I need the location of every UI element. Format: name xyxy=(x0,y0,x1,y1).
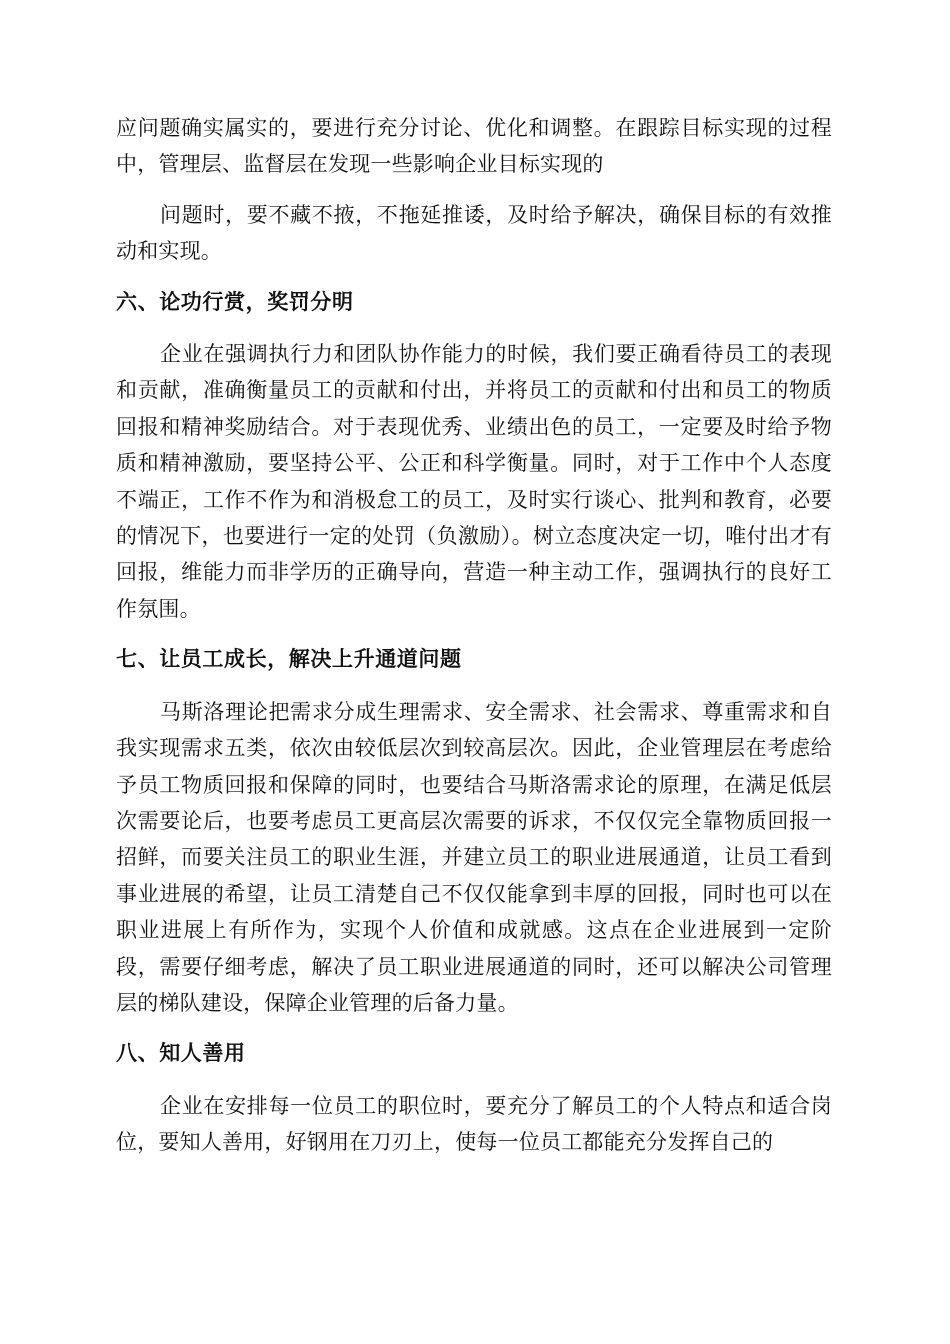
paragraph-gap xyxy=(116,1021,832,1035)
paragraph-problem-resolution: 问题时，要不藏不掖，不拖延推诿，及时给予解决，确保目标的有效推动和实现。 xyxy=(116,202,832,264)
paragraph-continuation: 应问题确实属实的，要进行充分讨论、优化和调整。在跟踪目标实现的过程中，管理层、监督层在发现一些影响企业目标实现的 xyxy=(116,116,832,177)
document-page xyxy=(116,110,832,1161)
section-heading-8: 八、知人善用 xyxy=(116,1041,246,1066)
section-heading-6: 六、论功行赏，奖罚分明 xyxy=(116,289,354,314)
paragraph-rewards: 企业在强调执行力和团队协作能力的时候，我们要正确看待员工的表现和贡献，准确衡量员工的贡献和付出，并将员工的贡献和付出和员工的物质回报和精神奖励结合。对于表现优秀、业绩出色的员工，一定要及时给予物质和精神激励，要坚持公平、公正和科学衡量。同时，对于工作中个人态度不端正，工作不作为和消极怠工的员工，及时实行谈心、批判和教育，必要的情况下，也要进行一定的处罚（负激励）。树立态度决定一切，唯付出才有回报，维能力而非学历的正确导向，营造一种主动工作，强调执行的良好工作氛围。 xyxy=(116,342,832,621)
paragraph-gap xyxy=(116,627,832,641)
paragraph-talent-placement: 企业在安排每一位员工的职位时，要充分了解员工的个人特点和适合岗位，要知人善用，好钢用在刀刃上，使每一位员工都能充分发挥自己的 xyxy=(116,1093,832,1155)
paragraph-gap xyxy=(116,270,832,284)
paragraph-gap xyxy=(116,678,832,694)
paragraph-gap xyxy=(116,320,832,336)
paragraph-gap xyxy=(116,183,832,197)
paragraph-gap xyxy=(116,1072,832,1088)
section-heading-7: 七、让员工成长，解决上升通道问题 xyxy=(116,647,462,672)
paragraph-career-growth: 马斯洛理论把需求分成生理需求、安全需求、社会需求、尊重需求和自我实现需求五类，依次由较低层次到较高层次。因此，企业管理层在考虑给予员工物质回报和保障的同时，也要结合马斯洛需求论的原理，在满足低层次需要论后，也要考虑员工更高层次需要的诉求，不仅仅完全靠物质回报一招鲜，而要关注员工的职业生涯，并建立员工的职业进展通道，让员工看到事业进展的希望，让员工清楚自己不仅仅能拿到丰厚的回报，同时也可以在职业进展上有所作为，实现个人价值和成就感。这点在企业进展到一定阶段，需要仔细考虑，解决了员工职业进展通道的同时，还可以解决公司管理层的梯队建设，保障企业管理的后备力量。 xyxy=(116,699,832,1015)
